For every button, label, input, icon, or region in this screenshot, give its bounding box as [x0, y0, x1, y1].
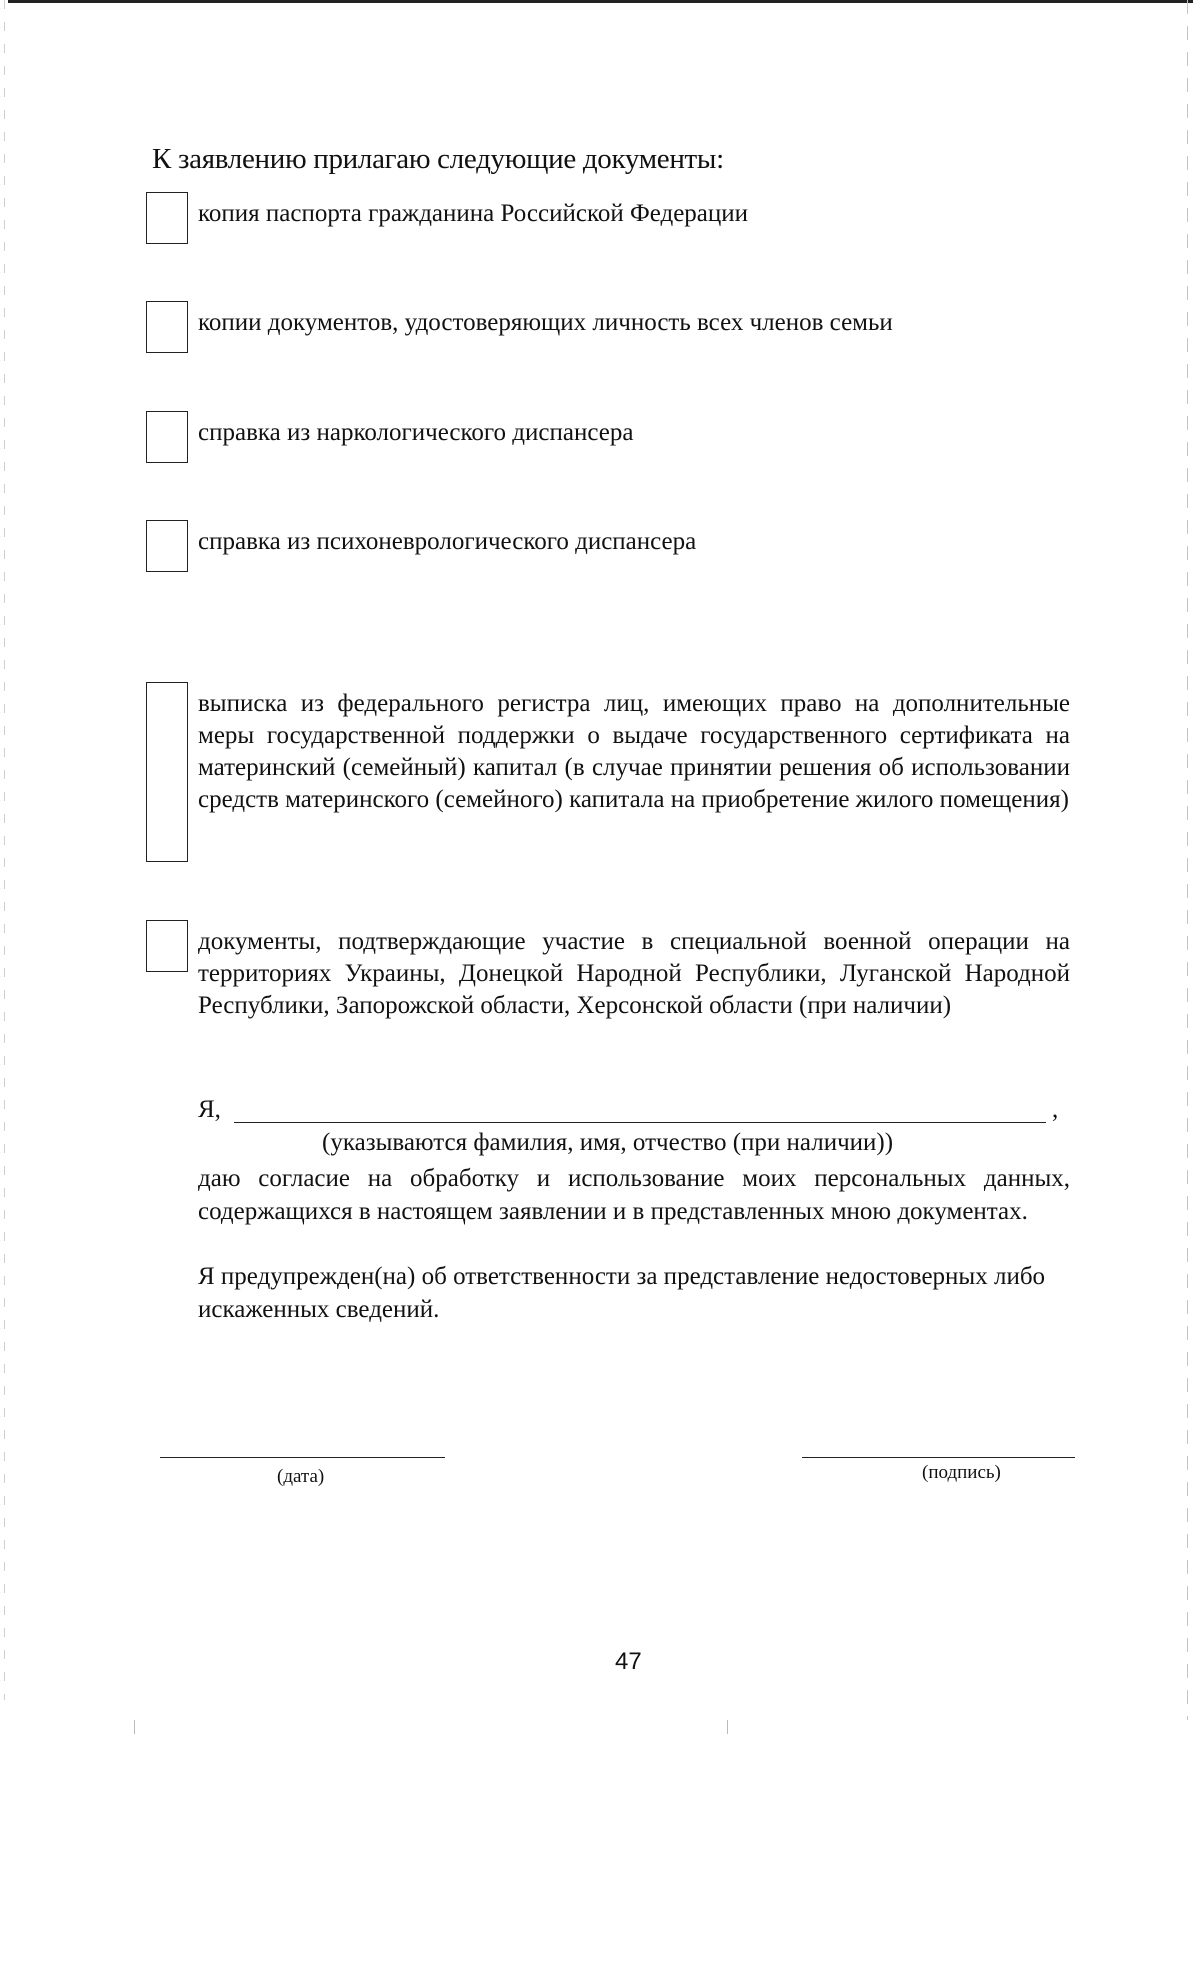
checkbox-psychoneurology[interactable]: [146, 520, 188, 572]
scan-edge-right: [1187, 0, 1188, 1720]
checkbox-family-ids[interactable]: [146, 301, 188, 353]
document-label: справка из наркологического диспансера: [198, 419, 634, 446]
document-label: копии документов, удостоверяющих личность всех членов семьи: [198, 309, 893, 336]
document-label: справка из психоневрологического диспансера: [198, 528, 697, 555]
full-name-hint: (указываются фамилия, имя, отчество (при наличии)): [322, 1129, 894, 1156]
signature-field[interactable]: [802, 1457, 1075, 1458]
checkbox-passport[interactable]: [146, 192, 188, 244]
checkbox-capital-register[interactable]: [146, 682, 188, 862]
document-label: документы, подтверждающие участие в специальной военной операции на территориях Украины, Донецкой Народной Республики, Луганской Народной Республики, Запорожской области, Херсонской области (при наличии): [198, 928, 1070, 1019]
scan-mark: [727, 1720, 728, 1734]
scan-edge-left: [4, 0, 5, 1700]
consent-agreement: даю согласие на обработку и использование моих персональных данных, содержащихся в настоящем заявлении и в представленных мною документах.: [198, 1165, 1070, 1225]
date-label: (дата): [277, 1466, 325, 1487]
full-name-line: [198, 1096, 1070, 1132]
full-name-field[interactable]: [234, 1122, 1046, 1123]
date-field[interactable]: [160, 1457, 445, 1458]
scan-mark: [134, 1720, 135, 1734]
consent-warning: Я предупрежден(на) об ответственности за представление недостоверных либо искаженных сведений.: [198, 1263, 1046, 1323]
consent-suffix: ,: [1052, 1096, 1059, 1123]
checkbox-military-operation[interactable]: [146, 920, 188, 972]
checkbox-narcology[interactable]: [146, 411, 188, 463]
consent-prefix: Я,: [198, 1096, 221, 1123]
attachments-heading: К заявлению прилагаю следующие документы:: [152, 143, 724, 175]
signature-label: (подпись): [922, 1462, 1001, 1483]
document-label: копия паспорта гражданина Российской Федерации: [198, 200, 749, 227]
document-label: выписка из федерального регистра лиц, имеющих право на дополнительные меры государственной поддержки о выдаче государственного сертификата на материнский (семейный) капитал (в случае принятии решения об использовании средств материнского (семейного) капитала на приобретение жилого помещения): [198, 690, 1070, 813]
top-border-line: [8, 0, 1193, 3]
page-number: 47: [615, 1648, 642, 1675]
